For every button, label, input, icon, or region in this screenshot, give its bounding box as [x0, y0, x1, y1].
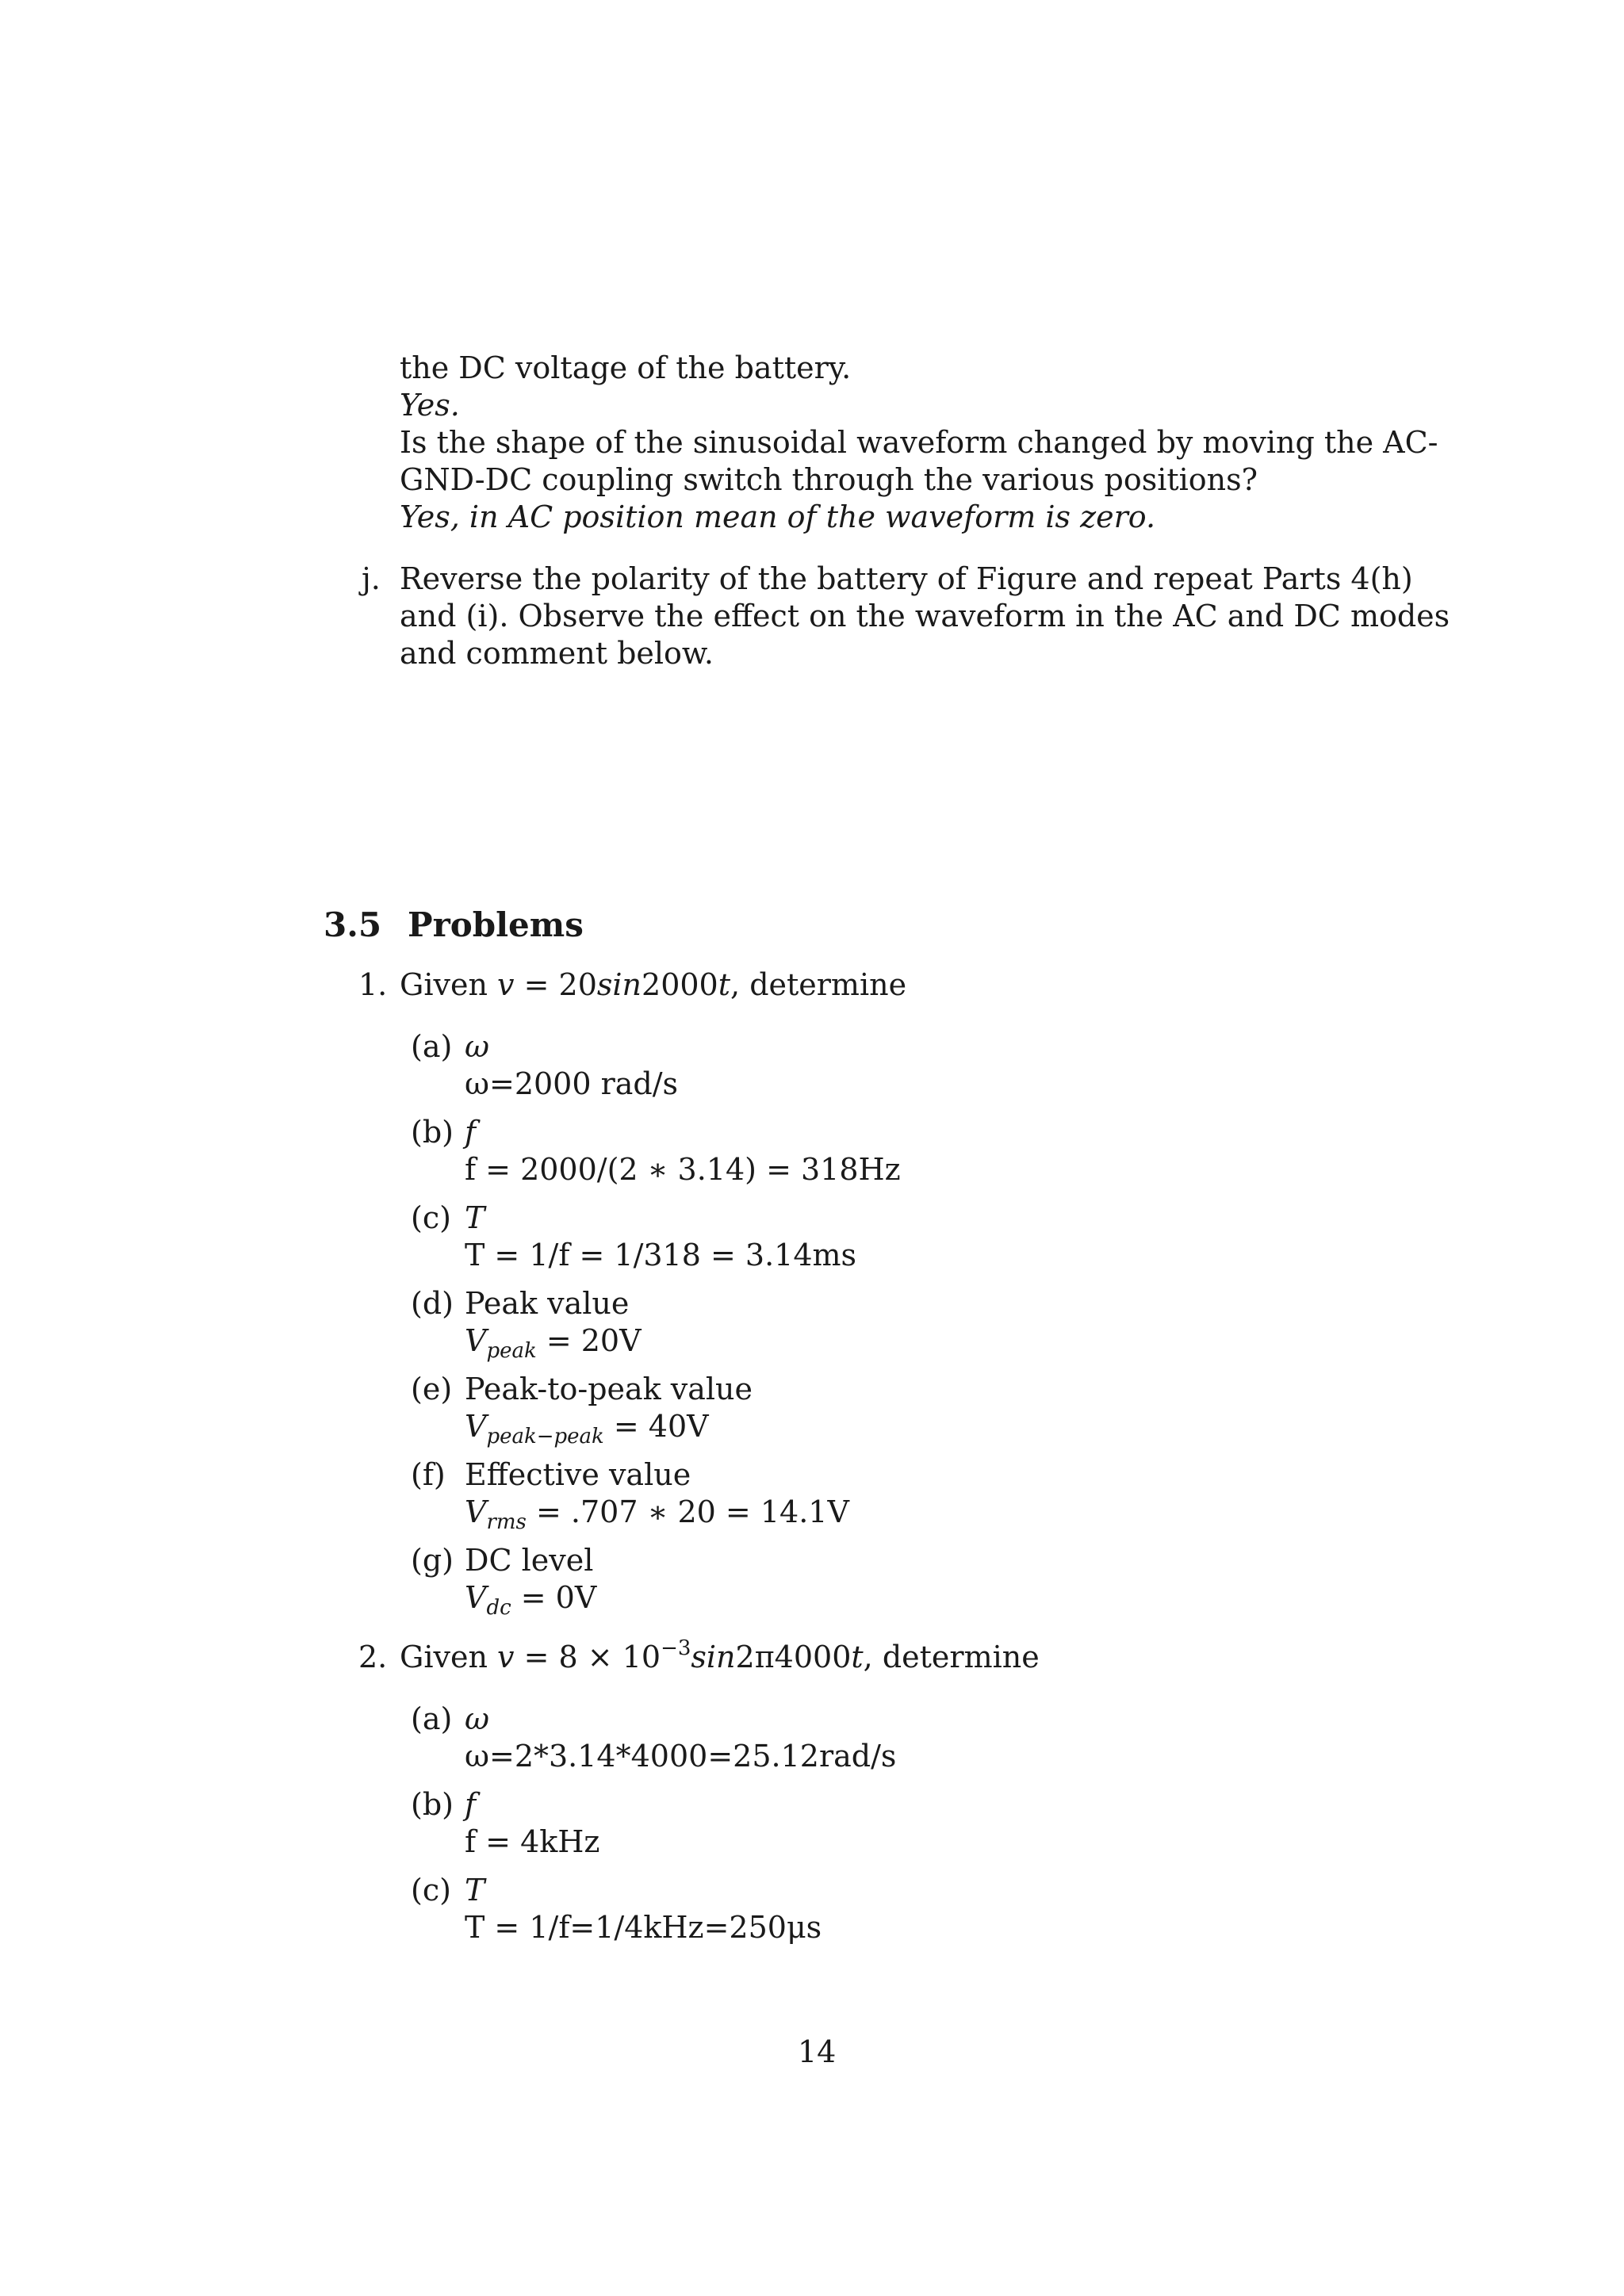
p1-part-a-answer: ω=2000 rad/s [465, 1066, 679, 1101]
item-j-line-2: and (i). Observe the effect on the waveform in the AC and DC modes [400, 599, 1450, 633]
problem-1-eq-num: 2000 [642, 967, 718, 1002]
p2-part-c-label: (c) [411, 1873, 451, 1908]
p1-part-b-answer: f = 2000/(2 ∗ 3.14) = 318Hz [465, 1152, 901, 1187]
problem-2-eq-num: 2π4000 [735, 1640, 852, 1674]
p1-part-g-question: DC level [465, 1543, 594, 1578]
p1-part-g-answer [465, 1578, 597, 1620]
p1-part-e-var: V [465, 1409, 487, 1444]
problem-2-eq-sin: sin [691, 1640, 736, 1674]
problem-2-suffix: , determine [863, 1640, 1040, 1674]
p1-part-e-question: Peak-to-peak value [465, 1372, 753, 1406]
p2-part-b-answer: f = 4kHz [465, 1824, 600, 1859]
problem-2-eq-rhs: = 8 × 10 [523, 1640, 661, 1674]
p1-part-c-answer: T = 1/f = 1/318 = 3.14ms [465, 1238, 857, 1272]
p1-part-d-label: (d) [411, 1286, 454, 1321]
problem-2-label: 2. [358, 1640, 388, 1674]
problem-1-label: 1. [358, 967, 388, 1002]
problem-2-eq-exp: −3 [661, 1636, 691, 1660]
p1-part-d-var: V [465, 1323, 487, 1358]
intro-line-3: GND-DC coupling switch through the various positions? [400, 462, 1258, 497]
p1-part-g-rest: = 0V [511, 1580, 597, 1615]
p1-part-f-rest: = .707 ∗ 20 = 14.1V [526, 1494, 849, 1529]
p1-part-a-question: ω [465, 1029, 489, 1064]
problem-2-eq-t: t [851, 1640, 864, 1674]
p1-part-e-label: (e) [411, 1372, 453, 1406]
problem-2-eq-v: v [497, 1640, 515, 1674]
section-title: Problems [408, 905, 584, 944]
problem-1-eq-sin: sin [596, 967, 642, 1002]
page-number: 14 [798, 2034, 837, 2069]
intro-answer-2: Yes, in AC position mean of the waveform is zero. [400, 499, 1156, 534]
intro-line-1: the DC voltage of the battery. [400, 350, 852, 385]
p1-part-d-question: Peak value [465, 1286, 630, 1321]
p1-part-e-answer [465, 1407, 709, 1448]
problem-1-eq-v: v [497, 967, 515, 1002]
p2-part-c-answer: T = 1/f=1/4kHz=250μs [465, 1910, 822, 1945]
p2-part-a-label: (a) [411, 1701, 453, 1736]
p2-part-b-label: (b) [411, 1787, 454, 1822]
p1-part-f-question: Effective value [465, 1457, 691, 1492]
p1-part-g-var: V [465, 1580, 487, 1615]
p1-part-f-var: V [465, 1494, 487, 1529]
problem-1-eq-rhs: = 20 [523, 967, 597, 1002]
problem-1-suffix: , determine [730, 967, 907, 1002]
p1-part-b-question: f [465, 1115, 477, 1150]
p1-part-e-rest: = 40V [603, 1409, 709, 1444]
section-number: 3.5 [324, 905, 382, 944]
p1-part-d-sub: peak [486, 1339, 537, 1363]
p2-part-a-answer: ω=2*3.14*4000=25.12rad/s [465, 1739, 897, 1774]
p1-part-c-question: T [465, 1200, 485, 1235]
item-j-label: j. [362, 561, 381, 596]
p1-part-e-sub: peak−peak [486, 1425, 604, 1448]
problem-2-statement [400, 1638, 1040, 1676]
p1-part-d-answer [465, 1322, 642, 1363]
p2-part-b-question: f [465, 1787, 477, 1822]
p1-part-f-sub: rms [486, 1510, 527, 1534]
intro-line-2: Is the shape of the sinusoidal waveform changed by moving the AC- [400, 425, 1438, 460]
p1-part-g-label: (g) [411, 1543, 454, 1578]
p1-part-f-answer [465, 1493, 849, 1534]
item-j-line-1: Reverse the polarity of the battery of Figure and repeat Parts 4(h) [400, 561, 1413, 596]
p1-part-d-rest: = 20V [536, 1323, 642, 1358]
intro-answer-1: Yes. [400, 388, 460, 423]
p1-part-f-label: (f) [411, 1457, 446, 1492]
p1-part-a-label: (a) [411, 1029, 453, 1064]
problem-1-statement [400, 966, 906, 1004]
problem-1-eq-t: t [718, 967, 731, 1002]
p1-part-g-sub: dc [486, 1596, 511, 1620]
p2-part-a-question: ω [465, 1701, 489, 1736]
p2-part-c-question: T [465, 1873, 485, 1908]
item-j-line-3: and comment below. [400, 636, 714, 671]
problem-1-given: Given [400, 967, 488, 1002]
p1-part-b-label: (b) [411, 1115, 454, 1150]
p1-part-c-label: (c) [411, 1200, 451, 1235]
problem-2-given: Given [400, 1640, 488, 1674]
